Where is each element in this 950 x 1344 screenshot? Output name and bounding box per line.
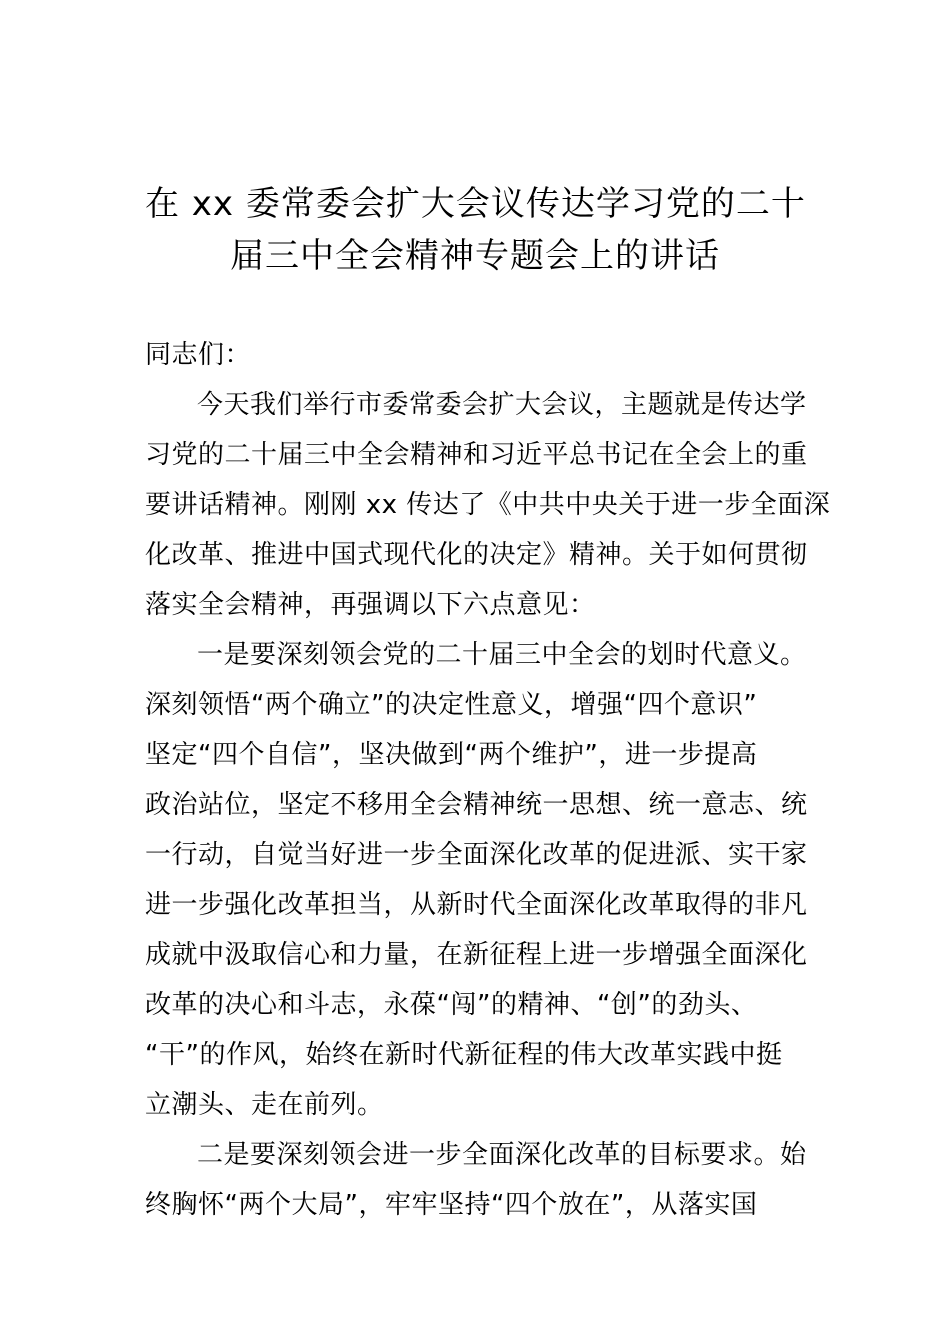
paragraph-line: “干”的作风，始终在新时代新征程的伟大改革实践中挺: [145, 1040, 783, 1070]
title-line-1: 在 xx 委常委会扩大会议传达学习党的二十: [145, 184, 806, 224]
paragraph-line: 要讲话精神。刚刚 xx 传达了《中共中央关于进一步全面深: [145, 490, 831, 520]
paragraph-line: 立潮头、走在前列。: [145, 1090, 384, 1120]
paragraph-line: 改革的决心和斗志，永葆“闯”的精神、“创”的劲头、: [145, 990, 758, 1020]
paragraph-line: 今天我们举行市委常委会扩大会议，主题就是传达学: [197, 390, 807, 420]
document-body: [145, 330, 831, 1230]
paragraph-line: 成就中汲取信心和力量，在新征程上进一步增强全面深化: [145, 940, 808, 970]
paragraph-line: 政治站位，坚定不移用全会精神统一思想、统一意志、统: [145, 790, 808, 820]
paragraph-line: 坚定“四个自信”，坚决做到“两个维护”，进一步提高: [145, 740, 758, 770]
salutation: 同志们：: [145, 340, 252, 370]
paragraph-line: 一行动，自觉当好进一步全面深化改革的促进派、实干家: [145, 840, 808, 870]
paragraph-line: 一是要深刻领会党的二十届三中全会的划时代意义。: [197, 640, 807, 670]
paragraph-line: 二是要深刻领会进一步全面深化改革的目标要求。始: [197, 1140, 807, 1170]
paragraph-line: 进一步强化改革担当，从新时代全面深化改革取得的非凡: [145, 890, 808, 920]
paragraph-line: 落实全会精神，再强调以下六点意见：: [145, 590, 596, 620]
paragraph-line: 化改革、推进中国式现代化的决定》精神。关于如何贯彻: [145, 540, 808, 570]
paragraph-line: 终胸怀“两个大局”，牢牢坚持“四个放在”，从落实国: [145, 1190, 758, 1220]
document-title: [145, 178, 805, 282]
paragraph-line: 深刻领悟“两个确立”的决定性意义，增强“四个意识”: [145, 690, 758, 720]
title-line-2: 届三中全会精神专题会上的讲话: [230, 236, 720, 276]
paragraph-line: 习党的二十届三中全会精神和习近平总书记在全会上的重: [145, 440, 808, 470]
